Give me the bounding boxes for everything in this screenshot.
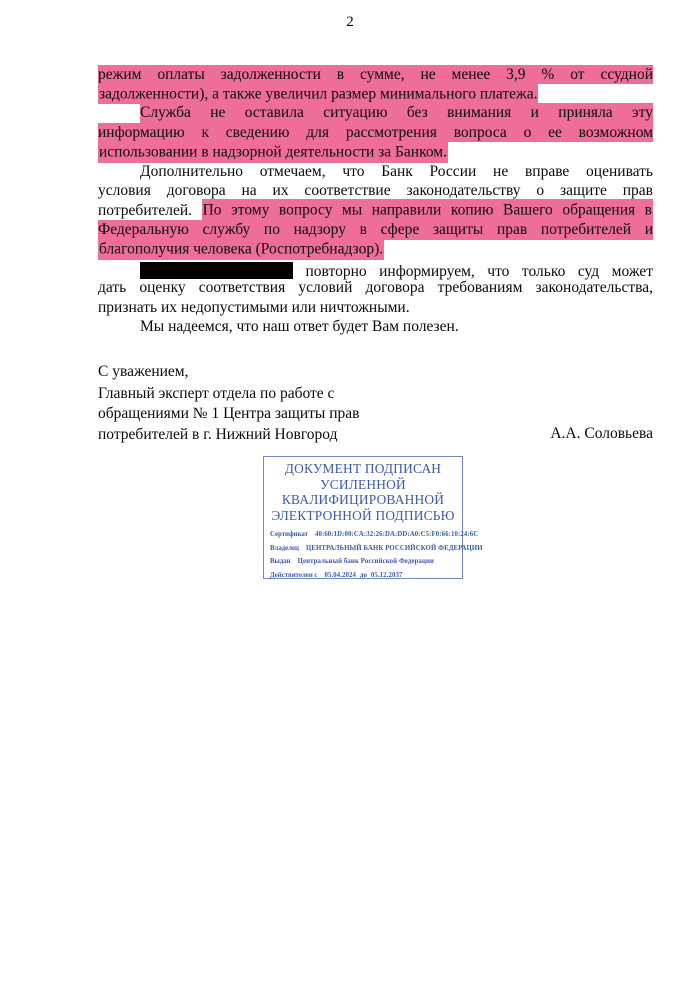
body-text-segment: признать их недопустимыми или ничтожными. [98,298,410,316]
validity-to-label: до [360,571,367,579]
body-line [140,317,653,336]
issuer-row [270,555,462,568]
body-line [98,84,653,103]
body-text-segment: потребителей. [98,201,193,219]
stamp-title [264,461,462,523]
body-line [98,278,653,297]
validity-to: 05.12.2037 [370,571,403,579]
owner-value: ЦЕНТРАЛЬНЫЙ БАНК РОССИЙСКОЙ ФЕДЕРАЦИИ [305,544,483,552]
body-line [98,298,653,317]
issuer-label: Выдан [270,558,291,566]
body-text-segment: условия договора на их соответствие законодательству о защите прав [98,182,653,200]
highlighted-text: благополучия человека (Роспотребнадзор). [98,238,384,260]
highlighted-text: Служба не оставила ситуацию без внимания и приняла эту [140,104,653,122]
signer-name: А.А. Соловьева [550,424,653,442]
validity-row [270,569,462,582]
validity-from: 05.04.2024 [324,571,357,579]
body-line [98,240,653,259]
highlighted-text: использовании в надзорной деятельности за Банком. [98,141,448,163]
signer-title-line: потребителей в г. Нижний Новгород [98,425,338,443]
stamp-title-line: ДОКУМЕНТ ПОДПИСАН [284,461,442,476]
body-text-segment: повторно информируем, что только суд может [305,263,653,280]
highlighted-text: Федеральную службу по надзору в сфере защиты прав потребителей и [98,221,653,239]
stamp-details [264,528,483,582]
signer-title-line: Главный эксперт отдела по работе с [98,384,335,402]
stamp-title-line: УСИЛЕННОЙ [320,476,406,492]
body-line [98,123,653,142]
owner-row [270,542,483,555]
owner-label: Владелец [270,544,299,552]
body-text-segment: дать оценку соответствия условий договора требованиям законодательства, [98,279,653,297]
body-line [98,220,653,239]
body-line [98,201,653,220]
highlighted-text: режим оплаты задолженности в сумме, не менее 3,9 % от ссудной [98,65,653,83]
closing-regards: С уважением, [98,363,189,380]
digital-signature-stamp [263,456,483,579]
body-line [98,65,653,84]
stamp-title-line: КВАЛИФИЦИРОВАННОЙ [281,492,445,508]
body-text-segment: Дополнительно отмечаем, что Банк России не вправе оценивать [140,162,653,180]
body-line [98,181,653,200]
highlighted-text: задолженности), а также увеличил размер минимального платежа. [98,83,538,105]
issuer-value: Центральный банк Российской Федерации [297,558,434,566]
redaction-bar [140,262,293,279]
stamp-title-line: ЭЛЕКТРОННОЙ ПОДПИСЬЮ [271,507,455,523]
signer-title-line: обращениями № 1 Центра защиты прав [98,405,360,422]
body-line [140,103,653,122]
highlighted-text: информацию к сведению для рассмотрения вопроса о ее возможном [98,123,653,141]
certificate-row [270,528,479,541]
certificate-value: 40:60:1D:00:CA:32:26:DA:DD:A0:C5:F0:66:10:24:6C [314,531,479,539]
validity-label: Действителен с [270,571,318,579]
page-number: 2 [346,14,354,30]
body-line [98,142,653,161]
body-text-segment: Мы надеемся, что наш ответ будет Вам полезен. [140,318,459,336]
highlighted-text: По этому вопросу мы направили копию Вашего обращения в [202,199,653,221]
certificate-label: Сертификат [270,531,308,539]
body-line [140,162,653,181]
